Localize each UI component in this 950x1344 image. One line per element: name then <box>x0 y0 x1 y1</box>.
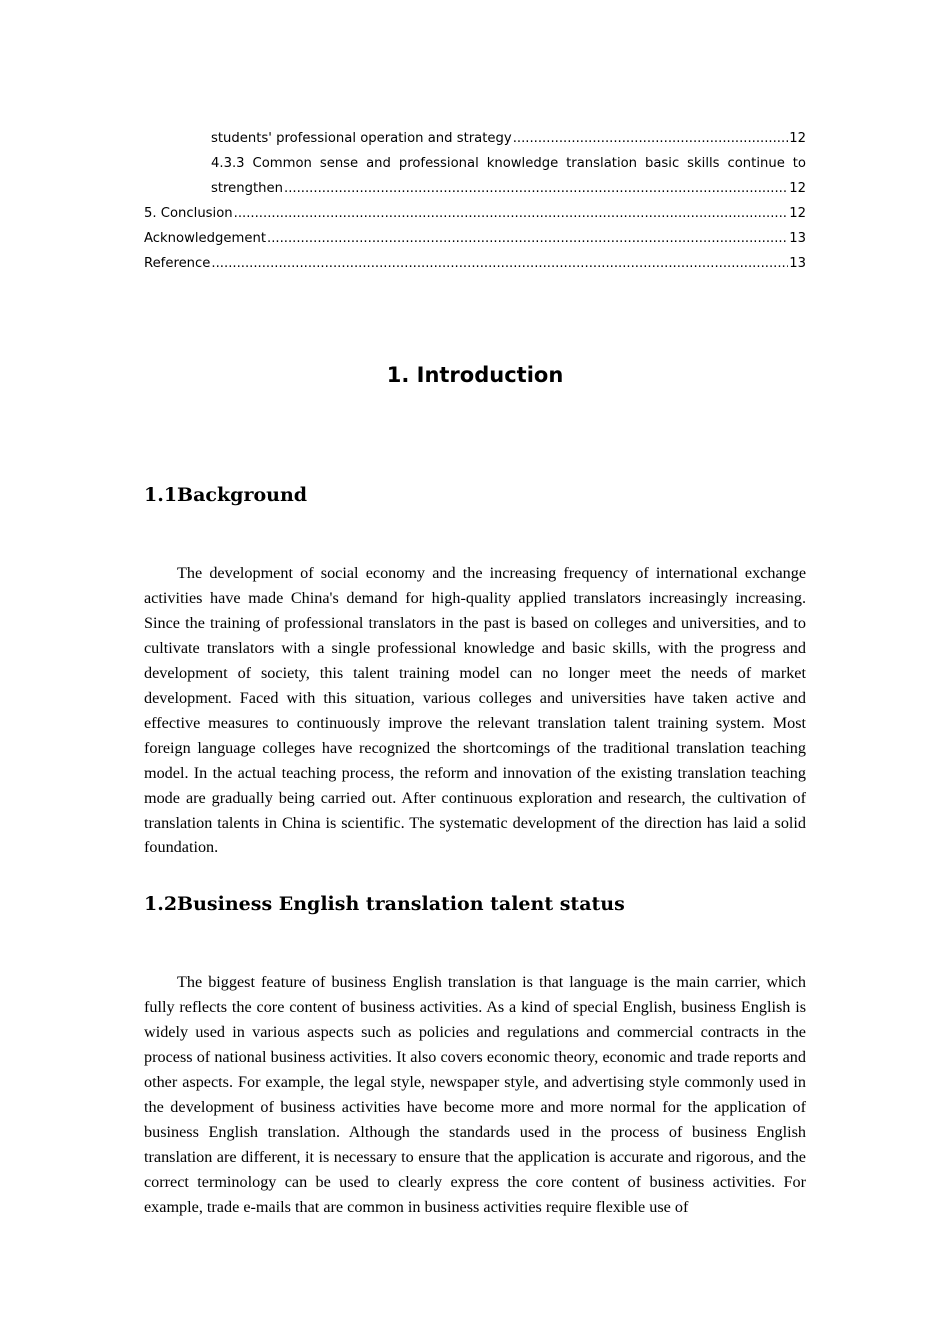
body-paragraph: The biggest feature of business English translation is that language is the main carrier, which fully reflects the core content of business activities. As a kind of special English, business English is widely used in various aspects such as policies and regulations and commercial contracts in the process of national business activities. It also covers economic theory, economic and trade reports and other aspects. For example, the legal style, newspaper style, and advertising style commonly used in the development of business activities have become more and more normal for the application of business English translation. Although the standards used in the process of business English translation are different, it is necessary to ensure that the application is accurate and rigorous, and the correct terminology can be used to clearly express the core content of business activities. For example, trade e-mails that are common in business activities require flexible use of <box>144 973 806 1216</box>
toc-entry-wrapped-line[interactable]: 4.3.3 Common sense and professional knowledge translation basic skills continue to <box>211 156 806 171</box>
table-of-contents <box>144 126 806 276</box>
toc-leader-dots <box>234 201 789 226</box>
toc-page-number: 13 <box>789 256 806 271</box>
body-paragraph: The development of social economy and the increasing frequency of international exchange activities have made China's demand for high-quality applied translators increasingly increasing. Since the training of professional translators in the past is based on colleges and universities, and to cultivate translators with a single professional knowledge and basic skills, with the progress and development of society, this talent training model can no longer meet the needs of market development. Faced with this situation, various colleges and universities have taken active and effective measures to continuously improve the relevant translation talent training system. Most foreign language colleges have recognized the shortcomings of the traditional translation teaching model. In the actual teaching process, the reform and innovation of the existing translation teaching mode are gradually being carried out. After continuous exploration and research, the cultivation of translation talents in China is scientific. The systematic development of the direction has laid a solid foundation. <box>144 564 806 857</box>
section-heading: 1.2Business English translation talent status <box>144 893 625 915</box>
toc-entry-label: 5. Conclusion <box>144 206 233 221</box>
toc-entry-label: Acknowledgement <box>144 231 267 246</box>
toc-entry-label: Reference <box>144 256 211 271</box>
toc-entry-label: students' professional operation and strategy <box>211 131 512 146</box>
toc-leader-dots <box>513 126 789 151</box>
toc-leader-dots <box>284 176 788 201</box>
toc-entry[interactable] <box>144 126 806 151</box>
toc-entry[interactable] <box>144 201 806 226</box>
toc-entry-label: strengthen <box>211 181 284 196</box>
toc-entry[interactable] <box>144 226 806 251</box>
section-heading: 1.1Background <box>144 484 308 506</box>
toc-leader-dots <box>267 226 788 251</box>
toc-page-number: 12 <box>789 206 806 221</box>
chapter-title: 1. Introduction <box>386 363 564 387</box>
toc-entry[interactable] <box>144 176 806 201</box>
toc-leader-dots <box>211 251 788 276</box>
toc-entry[interactable] <box>144 251 806 276</box>
toc-page-number: 12 <box>789 131 806 146</box>
toc-page-number: 13 <box>789 231 806 246</box>
toc-page-number: 12 <box>789 181 806 196</box>
